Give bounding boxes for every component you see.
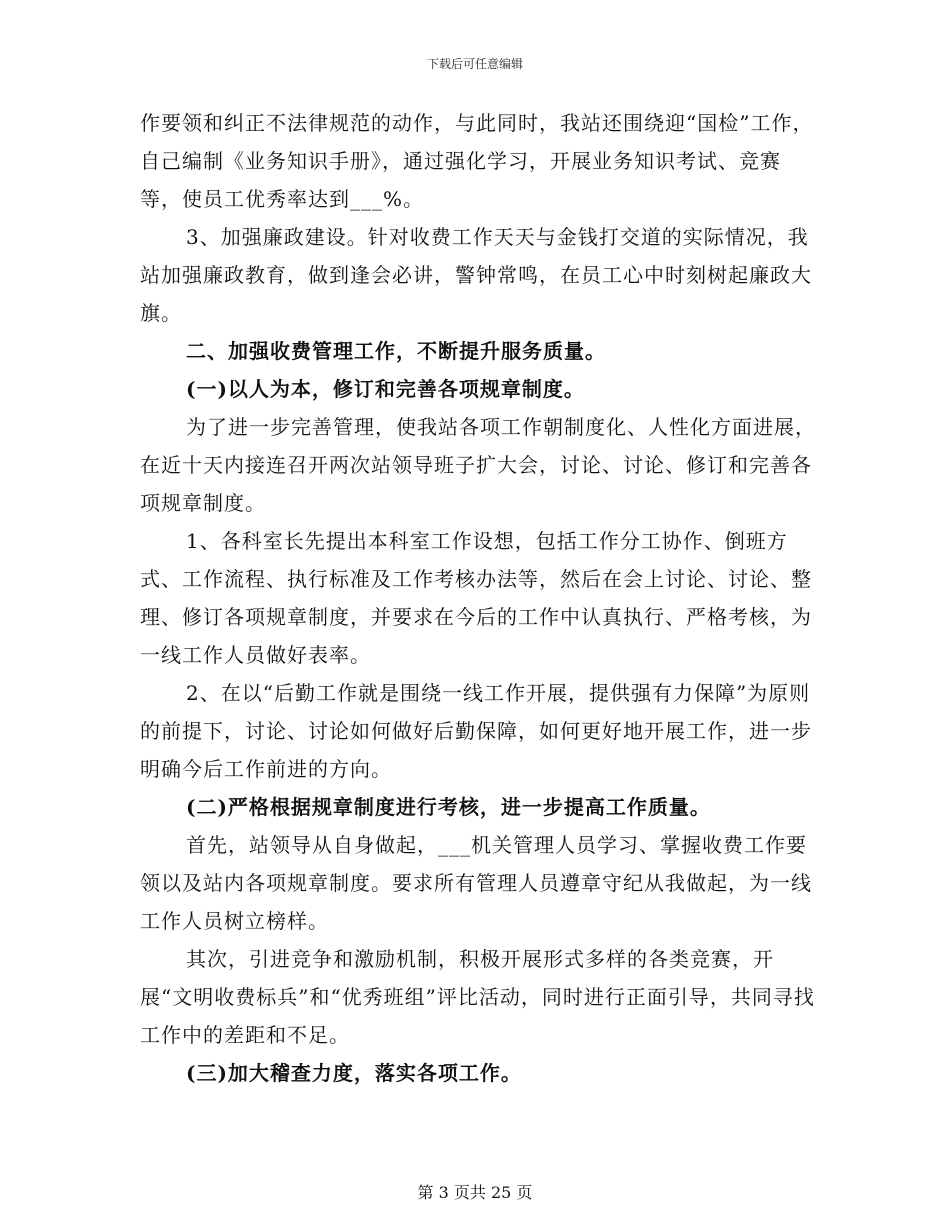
section-heading: 二、加强收费管理工作，不断提升服务质量。 [186,339,606,363]
subsection-heading: (三)加大稽查力度，落实各项工作。 [186,1061,522,1085]
subsection-heading: (二)严格根据规章制度进行考核，进一步提高工作质量。 [186,795,711,819]
paragraph: 首先，站领导从自身做起，___机关管理人员学习、掌握收费工作要领以及站内各项规章制度。要求所有管理人员遵章守纪从我做起，为一线工作人员树立榜样。 [140,833,812,933]
paragraph: 其次，引进竞争和激励机制，积极开展形式多样的各类竞赛，开展“文明收费标兵”和“优秀班组”评比活动，同时进行正面引导，共同寻找工作中的差距和不足。 [140,947,815,1047]
paragraph: 2、在以“后勤工作就是围绕一线工作开展，提供强有力保障”为原则的前提下，讨论、讨论如何做好后勤保障，如何更好地开展工作，进一步明确今后工作前进的方向。 [140,681,812,781]
paragraph: 作要领和纠正不法律规范的动作，与此同时，我站还围绕迎“国检”工作，自己编制《业务知识手册》，通过强化学习，开展业务知识考试、竞赛等，使员工优秀率达到___%。 [140,111,814,211]
page-number: 第 3 页共 25 页 [417,1183,533,1202]
document-body [140,104,820,1092]
paragraph: 3、加强廉政建设。针对收费工作天天与金钱打交道的实际情况，我站加强廉政教育，做到逢会必讲，警钟常鸣，在员工心中时刻树起廉政大旗。 [140,225,812,325]
paragraph: 1、各科室长先提出本科室工作设想，包括工作分工协作、倒班方式、工作流程、执行标准及工作考核办法等，然后在会上讨论、讨论、整理、修订各项规章制度，并要求在今后的工作中认真执行、严格考核，为一线工作人员做好表率。 [140,529,812,667]
paragraph: 为了进一步完善管理，使我站各项工作朝制度化、人性化方面进展，在近十天内接连召开两次站领导班子扩大会，讨论、讨论、修订和完善各项规章制度。 [140,415,816,515]
subsection-heading: (一)以人为本，修订和完善各项规章制度。 [186,377,585,401]
page-header: 下载后可任意编辑 [426,57,523,71]
